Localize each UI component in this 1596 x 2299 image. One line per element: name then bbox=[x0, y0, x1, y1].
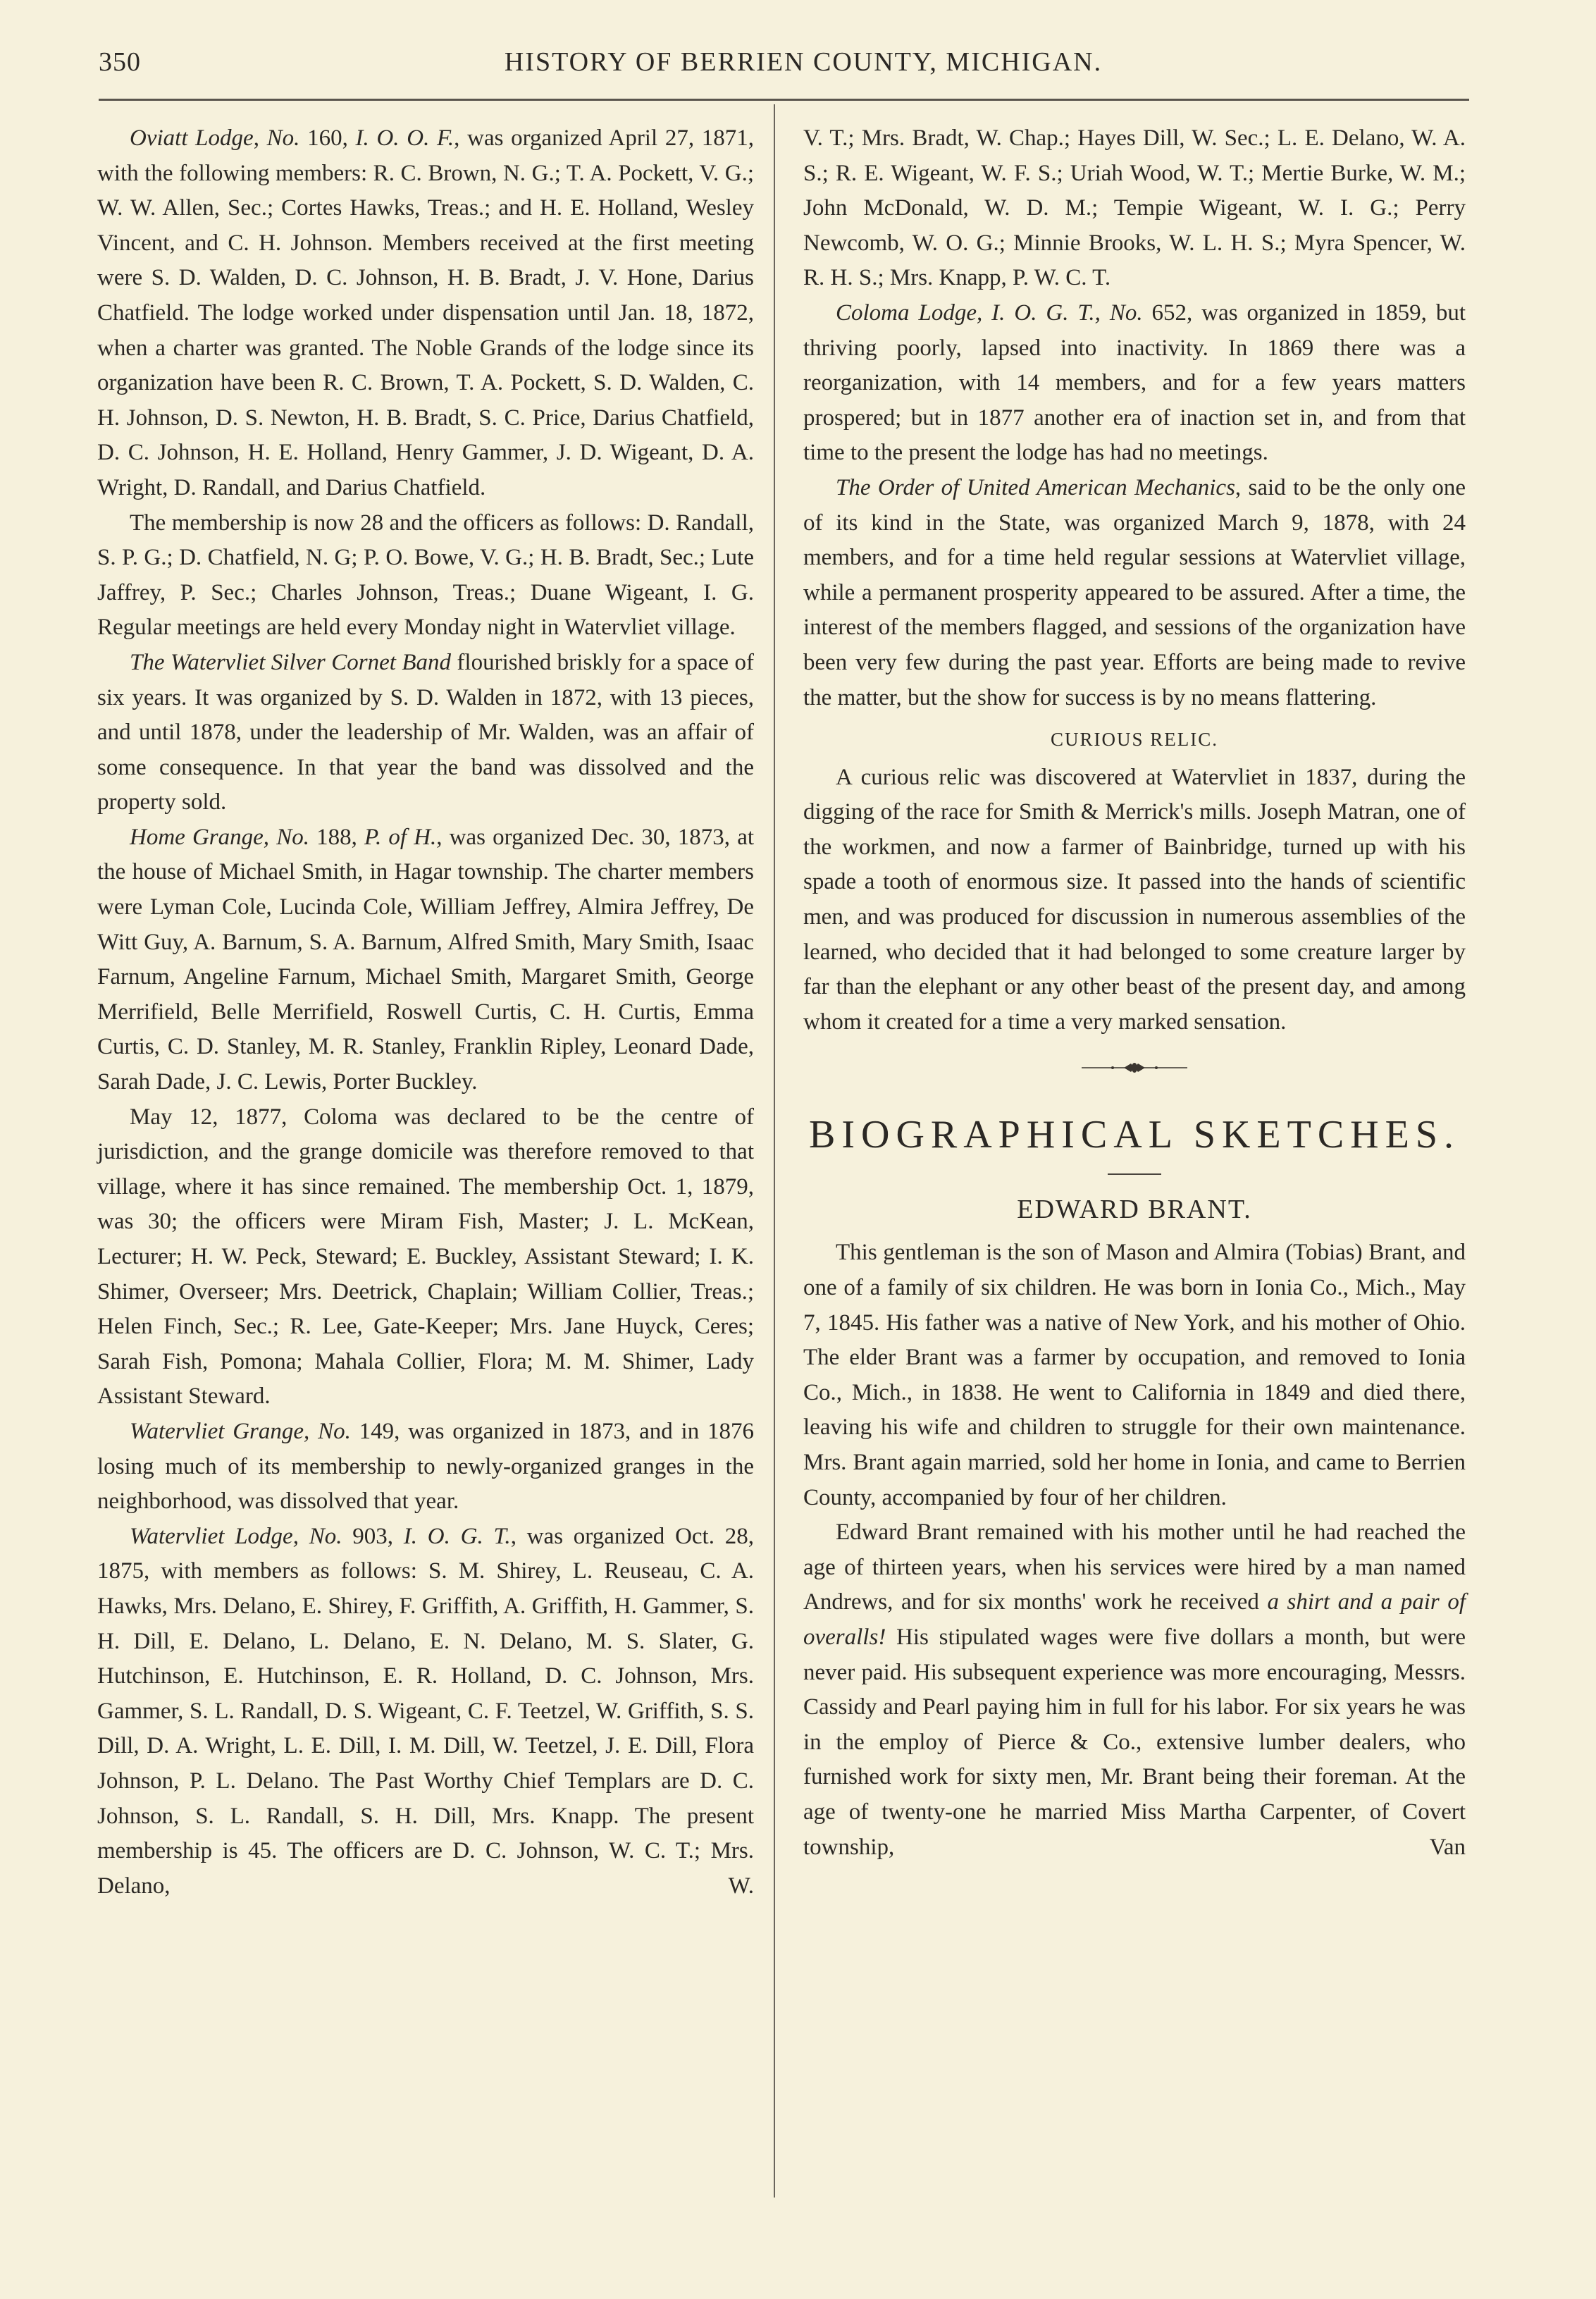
italic-text-segment: Home Grange, No. bbox=[130, 824, 309, 850]
text-segment: 903, bbox=[342, 1523, 404, 1549]
italic-text-segment: No. bbox=[266, 125, 300, 151]
italic-text-segment: Watervliet Grange, No. bbox=[130, 1418, 351, 1444]
italic-text-segment: a shirt and a pair of overalls! bbox=[803, 1589, 1466, 1650]
text-segment: , was organized Oct. 28, 1875, with members as follows: S. M. Shirey, L. Reuseau, C. A. Hawks, Mrs. Delano, E. Shirey, F. Griffith, A. Griffith, H. Gammer, S. H. Dill, E. Delano, L. Delano, E. N. Delano, M. S. Slater, G. Hutchinson, E. Hutchinson, E. R. Holland, D. C. Johnson, Mrs. Gammer, S. L. Randall, D. S. Wigeant, C. F. Teetzel, W. Griffith, S. S. Dill, D. A. Wright, L. E. Dill, I. M. Dill, W. Teetzel, J. E. Dill, Flora Johnson, P. L. Delano. The Past Worthy Chief Templars are D. C. Johnson, S. L. Randall, S. H. Dill, Mrs. Knapp. The present membership is 45. The officers are D. C. Johnson, W. C. T.; Mrs. Delano, W. bbox=[97, 1523, 755, 1899]
biography-paragraphs bbox=[803, 1235, 1466, 1865]
left-column-paragraphs bbox=[97, 121, 754, 1904]
curious-relic-heading: CURIOUS RELIC. bbox=[1050, 729, 1218, 751]
text-segment: A curious relic was discovered at Watervliet in 1837, during the digging of the race for Smith & Merrick's mills. Joseph Matran, one of the workmen, and now a farmer of Bainbridge, turned up with his spade a tooth of enormous size. It passed into the hands of scientific men, and was produced for discussion in numerous assemblies of the learned, who decided that it had belonged to some creature larger by far than the elephant or any other beast of the present day, and among whom it created for a time a very marked sensation. bbox=[803, 764, 1466, 1035]
italic-text-segment: The Watervliet Silver Cornet Band bbox=[130, 649, 451, 675]
italic-text-segment: Oviatt Lodge bbox=[130, 125, 254, 151]
paragraph bbox=[803, 471, 1466, 715]
paragraph bbox=[97, 1414, 754, 1520]
italic-text-segment: Coloma Lodge, I. O. G. T., No. bbox=[836, 300, 1143, 326]
running-header-title: HISTORY OF BERRIEN COUNTY, MICHIGAN. bbox=[504, 47, 1103, 77]
heading-short-rule bbox=[1108, 1173, 1161, 1175]
ornament-icon bbox=[1082, 1061, 1187, 1075]
text-segment: 652, was organized in 1859, but thriving poorly, lapsed into inactivity. In 1869 there was a reorganization, with 14 members, and for a few years matters prospered; but in 1877 another era of inaction set in, and from that time to the present the lodge has had no meetings. bbox=[803, 300, 1466, 466]
paragraph bbox=[803, 121, 1466, 296]
left-column bbox=[97, 121, 754, 1904]
page-number: 350 bbox=[99, 47, 141, 77]
right-column-paragraphs bbox=[803, 121, 1466, 715]
text-segment: 188, bbox=[309, 824, 365, 850]
text-segment: , bbox=[253, 125, 267, 151]
paragraph bbox=[803, 1515, 1466, 1865]
italic-text-segment: Watervliet Lodge, No. bbox=[130, 1523, 342, 1549]
paragraph bbox=[97, 121, 754, 506]
text-segment: , was organized April 27, 1871, with the following members: R. C. Brown, N. G.; T. A. Pockett, V. G.; W. W. Allen, Sec.; Cortes Hawks, Treas.; and H. E. Holland, Wesley Vincent, and C. H. Johnson. Members received at the first meeting were S. D. Walden, D. C. Johnson, H. B. Bradt, J. V. Hone, Darius Chatfield. The lodge worked under dispensation until Jan. 18, 1872, when a charter was granted. The Noble Grands of the lodge since its organization have been R. C. Brown, T. A. Pockett, S. D. Walden, C. H. Johnson, D. S. Newton, H. B. Bradt, S. C. Price, Darius Chatfield, D. C. Johnson, H. E. Holland, Henry Gammer, J. D. Wigeant, D. A. Wright, D. Randall, and Darius Chatfield. bbox=[97, 125, 755, 500]
text-segment: flourished briskly for a space of six years. It was organized by S. D. Walden in 1872, with 13 pieces, and until 1878, under the leadership of Mr. Walden, was an affair of some consequence. In that year the band was dissolved and the property sold. bbox=[97, 649, 754, 815]
text-segment: , said to be the only one of its kind in the State, was organized March 9, 1878, with 24 members, and for a time held regular sessions at Watervliet village, while a permanent prosperity appeared to be assured. After a time, the interest of the members flagged, and sessions of the organization have been very few during the past year. Efforts are being made to revive the matter, but the show for success is by no means flattering. bbox=[803, 474, 1466, 710]
italic-text-segment: I. O. G. T. bbox=[403, 1523, 511, 1549]
paragraph bbox=[97, 506, 754, 646]
right-column bbox=[803, 121, 1466, 1865]
paragraph bbox=[803, 296, 1466, 471]
biography-name-heading: EDWARD BRANT. bbox=[1017, 1195, 1252, 1225]
paragraph bbox=[803, 1235, 1466, 1515]
italic-text-segment: The Order of United American Mechanics bbox=[836, 474, 1235, 500]
text-segment: May 12, 1877, Coloma was declared to be the centre of jurisdiction, and the grange domicile was therefore removed to that village, where it has since remained. The membership Oct. 1, 1879, was 30; the officers were Miram Fish, Master; J. L. McKean, Lecturer; H. W. Peck, Steward; E. Buckley, Assistant Steward; I. K. Shimer, Overseer; Mrs. Deetrick, Chaplain; William Collier, Treas.; Helen Finch, Sec.; R. Lee, Gate-Keeper; Mrs. Jane Huyck, Ceres; Sarah Fish, Pomona; Mahala Collier, Flora; M. M. Shimer, Lady Assistant Steward. bbox=[97, 1104, 754, 1410]
text-segment: His stipulated wages were five dollars a month, but were never paid. His subsequent experience was more encouraging, Messrs. Cassidy and Pearl paying him in full for his labor. For six years he was in the employ of Pierce & Co., extensive lumber dealers, who furnished work for sixty men, Mr. Brant being their foreman. At the age of twenty-one he married Miss Martha Carpenter, of Covert township, Van bbox=[803, 1624, 1466, 1860]
italic-text-segment: I. O. O. F. bbox=[355, 125, 454, 151]
text-segment: , was organized Dec. 30, 1873, at the house of Michael Smith, in Hagar township. The charter members were Lyman Cole, Lucinda Cole, William Jeffrey, Almira Jeffrey, De Witt Guy, A. Barnum, S. A. Barnum, Alfred Smith, Mary Smith, Isaac Farnum, Angeline Farnum, Michael Smith, Margaret Smith, George Merrifield, Belle Merrifield, Roswell Curtis, C. H. Curtis, Emma Curtis, C. D. Stanley, M. R. Stanley, Franklin Ripley, Leonard Dade, Sarah Dade, J. C. Lewis, Porter Buckley. bbox=[97, 824, 755, 1095]
text-segment: 160, bbox=[299, 125, 356, 151]
column-divider bbox=[774, 104, 775, 2198]
paragraph bbox=[97, 1520, 754, 1904]
paragraph bbox=[803, 760, 1466, 1040]
biographical-sketches-heading: BIOGRAPHICAL SKETCHES. bbox=[809, 1113, 1460, 1157]
paragraph bbox=[97, 1100, 754, 1414]
text-segment: The membership is now 28 and the officers as follows: D. Randall, S. P. G.; D. Chatfield, N. G; P. O. Bowe, V. G.; H. B. Bradt, Sec.; Lute Jaffrey, P. Sec.; Charles Johnson, Treas.; Duane Wigeant, I. G. Regular meetings are held every Monday night in Watervliet village. bbox=[97, 510, 754, 641]
ornament-divider bbox=[803, 1061, 1466, 1075]
header-rule bbox=[99, 99, 1469, 101]
paragraph bbox=[97, 820, 754, 1100]
paragraph bbox=[97, 646, 754, 820]
relic-paragraphs bbox=[803, 760, 1466, 1040]
text-segment: This gentleman is the son of Mason and Almira (Tobias) Brant, and one of a family of six children. He was born in Ionia Co., Mich., May 7, 1845. His father was a native of New York, and his mother of Ohio. The elder Brant was a farmer by occupation, and removed to Ionia Co., Mich., in 1838. He went to California in 1849 and died there, leaving his wife and children to struggle for their own maintenance. Mrs. Brant again married, sold her home in Ionia, and came to Berrien County, accompanied by four of her children. bbox=[803, 1240, 1466, 1510]
text-segment: 149, was organized in 1873, and in 1876 losing much of its membership to newly-organized granges in the neighborhood, was dissolved that year. bbox=[97, 1418, 755, 1515]
text-segment: V. T.; Mrs. Bradt, W. Chap.; Hayes Dill, W. Sec.; L. E. Delano, W. A. S.; R. E. Wigeant, W. F. S.; Uriah Wood, W. T.; Mertie Burke, W. M.; John McDonald, W. D. M.; Tempie Wigeant, W. I. G.; Perry Newcomb, W. O. G.; Minnie Brooks, W. L. H. S.; Myra Spencer, W. R. H. S.; Mrs. Knapp, P. W. C. T. bbox=[803, 125, 1466, 291]
text-segment: Edward Brant remained with his mother until he had reached the age of thirteen years, when his services were hired by a man named Andrews, and for six months' work he received bbox=[803, 1520, 1466, 1615]
italic-text-segment: P. of H. bbox=[364, 824, 437, 850]
